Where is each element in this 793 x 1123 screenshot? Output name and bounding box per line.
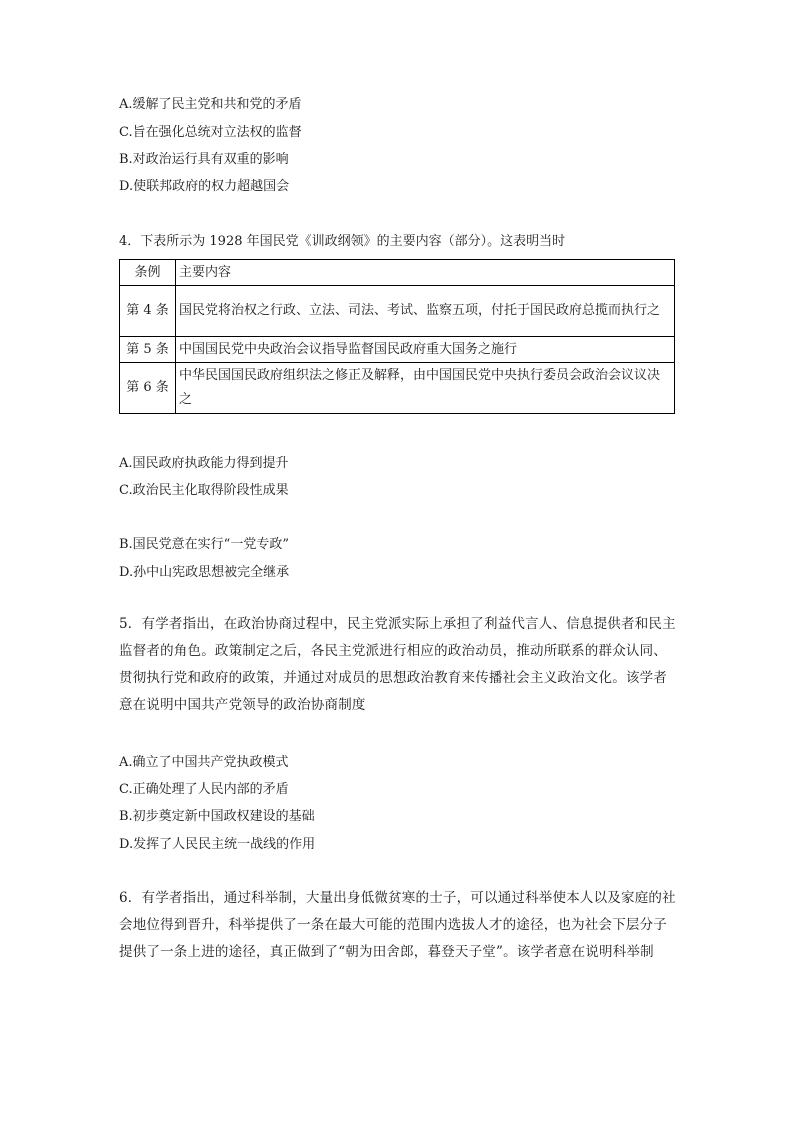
q4-option-d: D.孙中山宪政思想被完全继承 bbox=[119, 565, 290, 580]
table-cell-article: 第 6 条 bbox=[120, 363, 176, 414]
q5-stem: 5．有学者指出，在政治协商过程中，民主党派实际上承担了利益代言人、信息提供者和民主监督者的角色。政策制定之后，各民主党派进行相应的政治动员，推动所联系的群众认同、贯彻执行党和政府的政策，并通过对成员的思想政治教育来传播社会主义政治文化。该学者意在说明中国共产党领导的政治协商制度 bbox=[119, 616, 676, 713]
q4-option-b: B.国民党意在实行“一党专政” bbox=[119, 537, 289, 552]
q5-option-c: C.正确处理了人民内部的矛盾 bbox=[119, 782, 289, 797]
table-cell-article: 第 5 条 bbox=[120, 337, 176, 363]
table-row bbox=[120, 337, 675, 363]
q3-option-a: A.缓解了民主党和共和党的矛盾 bbox=[119, 97, 302, 112]
table-header-article: 条例 bbox=[120, 260, 176, 286]
q4-table bbox=[119, 259, 675, 414]
table-cell-content: 中华民国国民政府组织法之修正及解释，由中国国民党中央执行委员会政治会议议决之 bbox=[176, 363, 675, 414]
q5-option-a: A.确立了中国共产党执政模式 bbox=[119, 755, 289, 770]
q5-option-b: B.初步奠定新中国政权建设的基础 bbox=[119, 809, 315, 824]
q3-option-b: B.对政治运行具有双重的影响 bbox=[119, 152, 289, 167]
table-header-row bbox=[120, 260, 675, 286]
q4-stem: 4．下表所示为 1928 年国民党《训政纲领》的主要内容（部分）。这表明当时 bbox=[119, 234, 566, 249]
q3-option-c: C.旨在强化总统对立法权的监督 bbox=[119, 125, 302, 140]
q3-option-d: D.使联邦政府的权力超越国会 bbox=[119, 179, 290, 194]
table-header-content: 主要内容 bbox=[176, 260, 675, 286]
q5-option-d: D.发挥了人民民主统一战线的作用 bbox=[119, 837, 316, 852]
q4-option-a: A.国民政府执政能力得到提升 bbox=[119, 456, 289, 471]
q6-stem: 6．有学者指出，通过科举制，大量出身低微贫寒的士子，可以通过科举使本人以及家庭的社会地位得到晋升，科举提供了一条在最大可能的范围内选拔人才的途径，也为社会下层分子提供了一条上进的途径，真正做到了“朝为田舍郎，暮登天子堂”。该学者意在说明科举制 bbox=[119, 890, 676, 960]
table-row bbox=[120, 286, 675, 337]
table-cell-content: 国民党将治权之行政、立法、司法、考试、监察五项，付托于国民政府总揽而执行之 bbox=[176, 286, 675, 337]
table-row bbox=[120, 363, 675, 414]
table-cell-content: 中国国民党中央政治会议指导监督国民政府重大国务之施行 bbox=[176, 337, 675, 363]
q4-option-c: C.政治民主化取得阶段性成果 bbox=[119, 483, 289, 498]
table-cell-article: 第 4 条 bbox=[120, 286, 176, 337]
